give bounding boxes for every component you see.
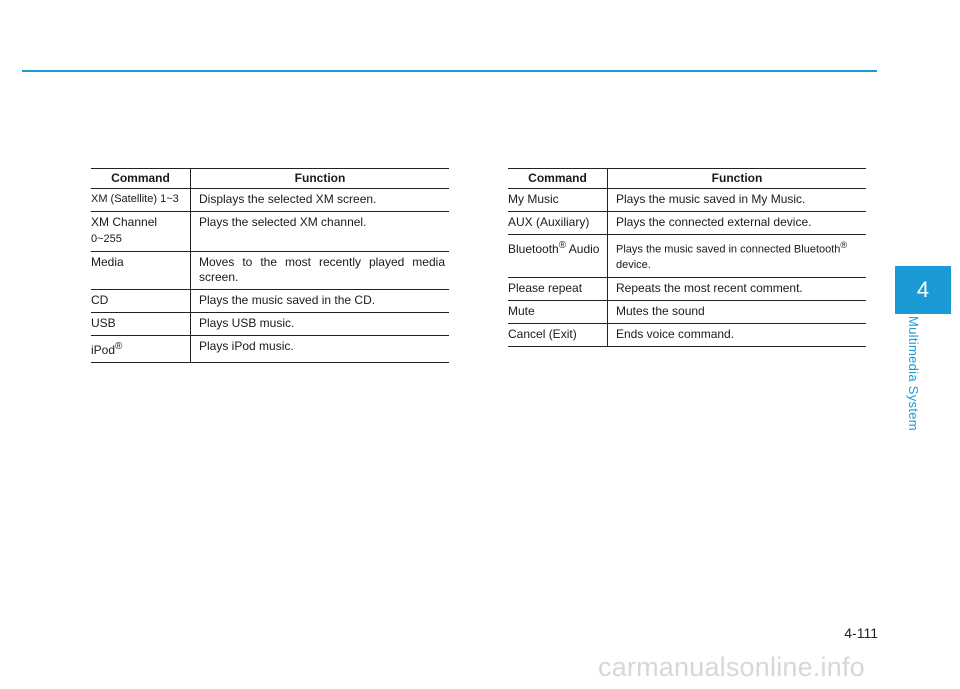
command-cell: XM (Satellite) 1~3 (91, 189, 191, 212)
table-row (91, 290, 449, 313)
function-cell (608, 235, 867, 278)
command-cell (91, 336, 191, 363)
command-cell: Media (91, 252, 191, 290)
table-row (91, 313, 449, 336)
command-cell: My Music (508, 189, 608, 212)
table-row (508, 300, 866, 323)
function-column-header: Function (191, 169, 450, 189)
registered-mark: ® (115, 341, 123, 352)
function-cell: Mutes the sound (608, 300, 867, 323)
function-cell: Plays the music saved in the CD. (191, 290, 450, 313)
command-column-header: Command (508, 169, 608, 189)
function-cell: Plays the selected XM channel. (191, 212, 450, 252)
table-header-row (91, 169, 449, 189)
command-subtext: 0~255 (91, 233, 122, 245)
function-cell: Moves to the most recently played media screen. (191, 252, 450, 290)
command-cell: Please repeat (508, 277, 608, 300)
command-cell: Mute (508, 300, 608, 323)
command-cell: Cancel (Exit) (508, 323, 608, 346)
table-row (91, 212, 449, 252)
command-table-left (91, 168, 449, 363)
command-table-right (508, 168, 866, 347)
command-column-header: Command (91, 169, 191, 189)
command-cell (91, 212, 191, 252)
registered-mark: ® (558, 240, 567, 251)
page-number: 4-111 (844, 625, 878, 641)
table-row (508, 323, 866, 346)
function-cell: Plays USB music. (191, 313, 450, 336)
chapter-number-tab: 4 (895, 266, 951, 314)
command-cell (508, 235, 608, 278)
function-cell: Plays the music saved in My Music. (608, 189, 867, 212)
function-column-header: Function (608, 169, 867, 189)
table-header-row (508, 169, 866, 189)
function-text-tail: device. (616, 258, 651, 271)
function-cell: Plays the connected external device. (608, 212, 867, 235)
command-cell: CD (91, 290, 191, 313)
registered-mark: ® (840, 240, 848, 250)
function-cell: Displays the selected XM screen. (191, 189, 450, 212)
table-row (508, 212, 866, 235)
command-text: XM Channel (91, 215, 158, 229)
table-row (508, 277, 866, 300)
watermark-text: carmanualsonline.info (598, 652, 865, 682)
command-cell: USB (91, 313, 191, 336)
command-text: Bluetooth (508, 242, 559, 256)
command-cell: AUX (Auxiliary) (508, 212, 608, 235)
command-text: iPod (91, 343, 116, 357)
command-text-tail: Audio (566, 242, 600, 256)
function-cell: Plays iPod music. (191, 336, 450, 363)
table-row (91, 189, 449, 212)
chapter-title: Multimedia System (906, 316, 921, 431)
function-cell: Repeats the most recent comment. (608, 277, 867, 300)
table-row (508, 189, 866, 212)
function-text: Plays the music saved in connected Bluetooth (616, 243, 841, 256)
table-row (508, 235, 866, 278)
table-row (91, 252, 449, 290)
function-cell: Ends voice command. (608, 323, 867, 346)
header-rule (22, 70, 877, 72)
table-row (91, 336, 449, 363)
